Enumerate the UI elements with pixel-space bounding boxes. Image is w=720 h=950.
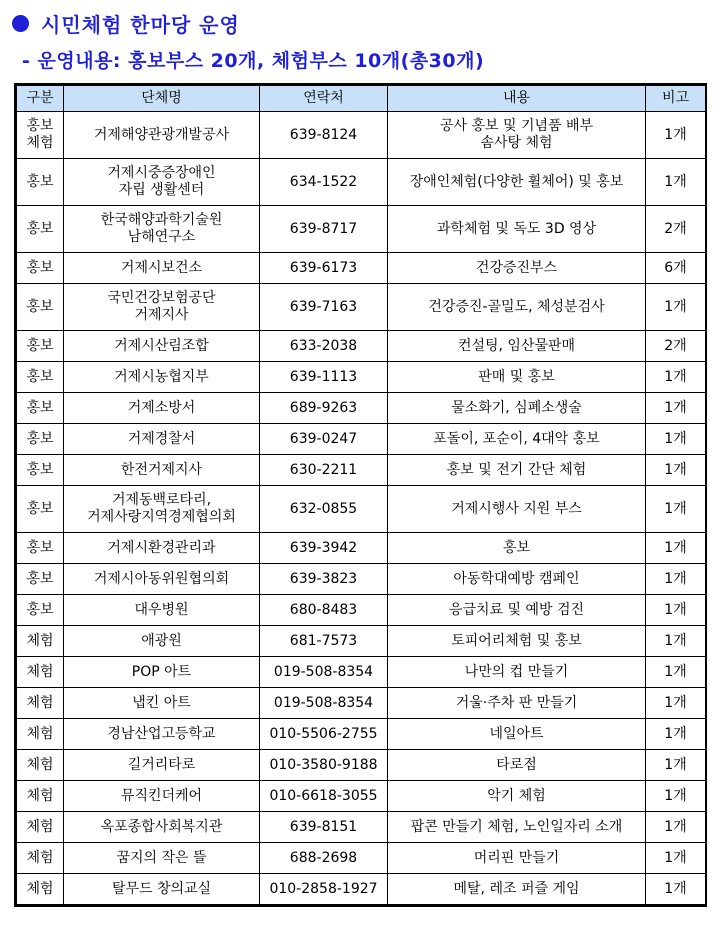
cell-content xyxy=(388,843,646,874)
cell-note xyxy=(646,206,706,253)
cell-organization-text: 자립 생활센터 xyxy=(118,182,205,198)
column-header-note: 비고 xyxy=(646,86,706,112)
cell-note xyxy=(646,719,706,750)
cell-content-text: 판매 및 홍보 xyxy=(478,368,555,385)
cell-content xyxy=(388,874,646,905)
cell-organization-text: 애광원 xyxy=(141,632,182,649)
cell-content xyxy=(388,112,646,159)
cell-category-text: 홍보 xyxy=(26,539,54,556)
cell-note xyxy=(646,159,706,206)
cell-organization xyxy=(64,719,260,750)
cell-category-text: 홍보 xyxy=(26,298,54,315)
cell-organization xyxy=(64,455,260,486)
cell-organization-text: 거제해양관광개발공사 xyxy=(93,126,230,143)
cell-organization xyxy=(64,874,260,905)
cell-organization xyxy=(64,331,260,362)
table-row xyxy=(17,486,706,533)
cell-category-text: 체험 xyxy=(26,694,54,711)
booth-table xyxy=(16,85,706,905)
cell-category xyxy=(17,533,64,564)
cell-contact xyxy=(260,750,388,781)
cell-organization xyxy=(64,253,260,284)
cell-contact-text: 010-2858-1927 xyxy=(269,880,378,897)
cell-contact xyxy=(260,206,388,253)
cell-contact xyxy=(260,719,388,750)
cell-organization-text: 거제시환경관리과 xyxy=(107,539,216,556)
cell-organization-text: 거제소방서 xyxy=(127,399,196,416)
cell-organization-text: 거제시중증장애인 xyxy=(107,165,216,181)
cell-category-text: 홍보 xyxy=(26,500,54,517)
table-row xyxy=(17,719,706,750)
cell-contact xyxy=(260,533,388,564)
cell-content xyxy=(388,206,646,253)
cell-content-text: 공사 홍보 및 기념품 배부 xyxy=(439,118,594,134)
cell-organization-text: 냅킨 아트 xyxy=(132,694,191,711)
cell-contact-text: 681-7573 xyxy=(289,632,358,649)
cell-category-text: 홍보 xyxy=(26,118,54,134)
cell-organization-text: 거제시농협지부 xyxy=(114,368,209,385)
cell-content-text: 거제시행사 지원 부스 xyxy=(451,500,582,517)
cell-content xyxy=(388,533,646,564)
cell-contact-text: 639-8151 xyxy=(289,818,358,835)
cell-content xyxy=(388,253,646,284)
cell-contact xyxy=(260,843,388,874)
cell-category xyxy=(17,424,64,455)
cell-category-text: 체험 xyxy=(26,818,54,835)
cell-content xyxy=(388,486,646,533)
cell-content xyxy=(388,812,646,843)
cell-note xyxy=(646,284,706,331)
cell-organization xyxy=(64,284,260,331)
cell-category-text: 체험 xyxy=(26,880,54,897)
cell-contact-text: 639-3942 xyxy=(289,539,358,556)
cell-note xyxy=(646,843,706,874)
cell-organization-text: 남해연구소 xyxy=(127,229,196,245)
cell-note xyxy=(646,486,706,533)
cell-organization-text: 거제사랑지역경제협의회 xyxy=(87,509,236,525)
cell-content-text: 과학체험 및 독도 3D 영상 xyxy=(436,220,597,237)
cell-content-text: 건강증진-골밀도, 체성분검사 xyxy=(428,298,605,315)
cell-contact xyxy=(260,781,388,812)
column-header-contact: 연락처 xyxy=(260,86,388,112)
cell-note xyxy=(646,688,706,719)
cell-content xyxy=(388,424,646,455)
cell-category xyxy=(17,719,64,750)
cell-note-text: 1개 xyxy=(664,500,687,517)
table-row xyxy=(17,112,706,159)
cell-note xyxy=(646,750,706,781)
cell-content xyxy=(388,595,646,626)
table-row xyxy=(17,393,706,424)
cell-contact xyxy=(260,874,388,905)
cell-organization xyxy=(64,781,260,812)
cell-contact-text: 639-8124 xyxy=(289,126,358,143)
cell-contact-text: 639-7163 xyxy=(289,298,358,315)
cell-contact-text: 688-2698 xyxy=(289,849,358,866)
cell-note-text: 1개 xyxy=(664,880,687,897)
cell-contact-text: 010-5506-2755 xyxy=(269,725,378,742)
table-header-row xyxy=(17,86,706,112)
cell-note xyxy=(646,595,706,626)
cell-organization-text: 한전거제지사 xyxy=(120,461,203,478)
cell-category-text: 체험 xyxy=(26,756,54,773)
cell-category-text: 체험 xyxy=(26,725,54,742)
column-header-content: 내용 xyxy=(388,86,646,112)
cell-category-text: 체험 xyxy=(26,663,54,680)
cell-content-text: 포돌이, 포순이, 4대악 홍보 xyxy=(433,430,600,447)
cell-note xyxy=(646,331,706,362)
cell-content xyxy=(388,564,646,595)
cell-content-text: 아동학대예방 캠페인 xyxy=(453,570,580,587)
cell-content-text: 물소화기, 심폐소생술 xyxy=(451,399,582,416)
cell-category xyxy=(17,159,64,206)
cell-organization xyxy=(64,564,260,595)
cell-content-text: 팝콘 만들기 체험, 노인일자리 소개 xyxy=(410,818,623,835)
cell-organization xyxy=(64,657,260,688)
cell-content-text: 응급치료 및 예방 검진 xyxy=(448,601,585,618)
cell-content xyxy=(388,393,646,424)
cell-contact-text: 689-9263 xyxy=(289,399,358,416)
cell-contact-text: 639-8717 xyxy=(289,220,358,237)
cell-contact-text: 010-3580-9188 xyxy=(269,756,378,773)
cell-content xyxy=(388,719,646,750)
cell-contact xyxy=(260,595,388,626)
cell-note-text: 1개 xyxy=(664,725,687,742)
cell-category xyxy=(17,595,64,626)
cell-content-text: 홍보 xyxy=(502,539,531,556)
cell-contact-text: 680-8483 xyxy=(289,601,358,618)
cell-organization-text: 뮤직킨더케어 xyxy=(120,787,203,804)
cell-organization-text: 거제시보건소 xyxy=(120,259,203,276)
cell-category xyxy=(17,626,64,657)
cell-contact-text: 630-2211 xyxy=(289,461,358,478)
table-row xyxy=(17,781,706,812)
cell-note-text: 1개 xyxy=(664,756,687,773)
cell-content-text: 나만의 컵 만들기 xyxy=(464,663,569,680)
page-subtitle: - 운영내용: 홍보부스 20개, 체험부스 10개(총30개) xyxy=(22,50,485,72)
cell-organization-text: 옥포종합사회복지관 xyxy=(100,818,223,835)
cell-note xyxy=(646,564,706,595)
table-row xyxy=(17,424,706,455)
cell-note xyxy=(646,362,706,393)
table-row xyxy=(17,688,706,719)
cell-category xyxy=(17,843,64,874)
cell-content-text: 건강증진부스 xyxy=(475,259,558,276)
page-title: 시민체험 한마당 운영 xyxy=(41,12,240,37)
cell-content xyxy=(388,688,646,719)
bullet-circle-icon xyxy=(12,15,29,32)
cell-content xyxy=(388,455,646,486)
cell-content-text: 네일아트 xyxy=(489,725,544,742)
cell-note xyxy=(646,657,706,688)
cell-organization xyxy=(64,750,260,781)
column-header-category: 구분 xyxy=(17,86,64,112)
cell-note-text: 1개 xyxy=(664,399,687,416)
cell-contact-text: 634-1522 xyxy=(289,173,358,190)
cell-category-text: 체험 xyxy=(26,632,54,649)
cell-contact xyxy=(260,331,388,362)
cell-organization xyxy=(64,206,260,253)
table-body xyxy=(17,112,706,905)
cell-contact-text: 639-1113 xyxy=(289,368,358,385)
cell-category xyxy=(17,253,64,284)
cell-content-text: 홍보 및 전기 간단 체험 xyxy=(446,461,587,478)
cell-note xyxy=(646,626,706,657)
cell-contact xyxy=(260,159,388,206)
cell-note-text: 1개 xyxy=(664,368,687,385)
cell-contact-text: 639-3823 xyxy=(289,570,358,587)
cell-organization-text: 한국해양과학기술원 xyxy=(100,212,223,228)
cell-content-text: 장애인체험(다양한 휠체어) 및 홍보 xyxy=(409,173,624,190)
cell-note xyxy=(646,533,706,564)
table-row xyxy=(17,595,706,626)
cell-content-text: 컨설팅, 임산물판매 xyxy=(457,337,576,354)
cell-category-text: 홍보 xyxy=(26,337,54,354)
cell-organization-text: 꿈지의 작은 뜰 xyxy=(116,849,207,866)
cell-organization-text: 거제동백로타리, xyxy=(111,492,212,508)
cell-note xyxy=(646,812,706,843)
cell-contact xyxy=(260,362,388,393)
cell-organization xyxy=(64,843,260,874)
cell-note-text: 1개 xyxy=(664,787,687,804)
cell-organization-text: 탈무드 창의교실 xyxy=(111,880,212,897)
table-row xyxy=(17,455,706,486)
cell-organization-text: 거제경찰서 xyxy=(127,430,196,447)
table-row xyxy=(17,253,706,284)
title-row xyxy=(12,10,240,36)
cell-note-text: 1개 xyxy=(664,663,687,680)
cell-note-text: 1개 xyxy=(664,539,687,556)
cell-category-text: 홍보 xyxy=(26,173,54,190)
cell-contact xyxy=(260,657,388,688)
cell-contact xyxy=(260,393,388,424)
cell-category xyxy=(17,812,64,843)
cell-contact xyxy=(260,424,388,455)
cell-content-text: 악기 체험 xyxy=(487,787,546,804)
cell-category xyxy=(17,206,64,253)
cell-contact xyxy=(260,112,388,159)
cell-organization xyxy=(64,688,260,719)
cell-organization-text: 거제지사 xyxy=(134,307,189,323)
cell-contact-text: 010-6618-3055 xyxy=(269,787,378,804)
cell-note xyxy=(646,874,706,905)
table-row xyxy=(17,657,706,688)
cell-content-text: 타로점 xyxy=(496,756,537,773)
table-row xyxy=(17,159,706,206)
cell-organization xyxy=(64,112,260,159)
cell-organization xyxy=(64,812,260,843)
column-header-organization: 단체명 xyxy=(64,86,260,112)
cell-content xyxy=(388,781,646,812)
cell-note xyxy=(646,424,706,455)
cell-note-text: 6개 xyxy=(664,259,687,276)
cell-contact xyxy=(260,812,388,843)
cell-content-text: 토피어리체험 및 홍보 xyxy=(451,632,582,649)
cell-contact xyxy=(260,284,388,331)
cell-content xyxy=(388,159,646,206)
cell-note-text: 1개 xyxy=(664,173,687,190)
cell-note-text: 2개 xyxy=(664,337,687,354)
table-row xyxy=(17,331,706,362)
cell-category xyxy=(17,657,64,688)
cell-organization xyxy=(64,424,260,455)
cell-category xyxy=(17,455,64,486)
cell-category xyxy=(17,284,64,331)
cell-category-text: 홍보 xyxy=(26,259,54,276)
table-row xyxy=(17,206,706,253)
cell-content-text: 거울·주차 판 만들기 xyxy=(455,694,578,711)
cell-category xyxy=(17,688,64,719)
cell-contact xyxy=(260,626,388,657)
cell-contact-text: 639-6173 xyxy=(289,259,358,276)
cell-organization xyxy=(64,595,260,626)
cell-note xyxy=(646,253,706,284)
cell-category xyxy=(17,362,64,393)
table-row xyxy=(17,564,706,595)
cell-note-text: 1개 xyxy=(664,126,687,143)
cell-category xyxy=(17,393,64,424)
cell-contact xyxy=(260,253,388,284)
cell-category xyxy=(17,331,64,362)
cell-content xyxy=(388,626,646,657)
cell-contact xyxy=(260,486,388,533)
cell-content xyxy=(388,362,646,393)
cell-contact-text: 633-2038 xyxy=(289,337,358,354)
cell-category-text: 홍보 xyxy=(26,601,54,618)
booth-table-frame xyxy=(14,83,707,907)
cell-organization xyxy=(64,159,260,206)
cell-note-text: 1개 xyxy=(664,430,687,447)
cell-note-text: 1개 xyxy=(664,632,687,649)
cell-category-text: 체험 xyxy=(26,787,54,804)
cell-category xyxy=(17,874,64,905)
cell-category-text: 체험 xyxy=(26,135,54,151)
table-row xyxy=(17,533,706,564)
cell-category-text: 홍보 xyxy=(26,430,54,447)
cell-note-text: 1개 xyxy=(664,601,687,618)
cell-organization-text: 거제시산림조합 xyxy=(114,337,209,354)
cell-content xyxy=(388,657,646,688)
cell-note-text: 1개 xyxy=(664,461,687,478)
cell-category xyxy=(17,486,64,533)
cell-category-text: 홍보 xyxy=(26,570,54,587)
cell-organization-text: 대우병원 xyxy=(134,601,189,618)
cell-category-text: 홍보 xyxy=(26,220,54,237)
cell-note xyxy=(646,455,706,486)
cell-note-text: 2개 xyxy=(664,220,687,237)
table-row xyxy=(17,626,706,657)
cell-organization xyxy=(64,626,260,657)
cell-content xyxy=(388,750,646,781)
cell-organization-text: POP 아트 xyxy=(131,663,192,680)
table-row xyxy=(17,874,706,905)
cell-organization-text: 길거리타로 xyxy=(127,756,196,773)
cell-organization-text: 거제시아동위원협의회 xyxy=(93,570,230,587)
cell-note-text: 1개 xyxy=(664,570,687,587)
cell-category-text: 홍보 xyxy=(26,399,54,416)
cell-note xyxy=(646,781,706,812)
cell-contact xyxy=(260,564,388,595)
table-row xyxy=(17,750,706,781)
table-row xyxy=(17,284,706,331)
cell-contact-text: 632-0855 xyxy=(289,500,358,517)
cell-organization-text: 국민건강보험공단 xyxy=(107,290,216,306)
cell-content-text: 메탈, 레조 퍼즐 게임 xyxy=(453,880,580,897)
cell-contact-text: 019-508-8354 xyxy=(273,663,374,680)
cell-category-text: 홍보 xyxy=(26,368,54,385)
cell-note-text: 1개 xyxy=(664,298,687,315)
cell-organization xyxy=(64,533,260,564)
table-row xyxy=(17,812,706,843)
table-row xyxy=(17,843,706,874)
cell-category xyxy=(17,750,64,781)
cell-contact xyxy=(260,688,388,719)
cell-category xyxy=(17,564,64,595)
cell-organization xyxy=(64,362,260,393)
table-row xyxy=(17,362,706,393)
cell-contact-text: 639-0247 xyxy=(289,430,358,447)
cell-category xyxy=(17,781,64,812)
cell-organization xyxy=(64,486,260,533)
cell-organization xyxy=(64,393,260,424)
cell-content xyxy=(388,284,646,331)
cell-note-text: 1개 xyxy=(664,849,687,866)
cell-content xyxy=(388,331,646,362)
cell-note xyxy=(646,112,706,159)
cell-category xyxy=(17,112,64,159)
cell-contact xyxy=(260,455,388,486)
cell-category-text: 체험 xyxy=(26,849,54,866)
cell-contact-text: 019-508-8354 xyxy=(273,694,374,711)
cell-note xyxy=(646,393,706,424)
cell-note-text: 1개 xyxy=(664,694,687,711)
cell-content-text: 솜사탕 체험 xyxy=(480,135,553,151)
cell-note-text: 1개 xyxy=(664,818,687,835)
cell-category-text: 홍보 xyxy=(26,461,54,478)
cell-organization-text: 경남산업고등학교 xyxy=(107,725,216,742)
cell-content-text: 머리핀 만들기 xyxy=(473,849,560,866)
